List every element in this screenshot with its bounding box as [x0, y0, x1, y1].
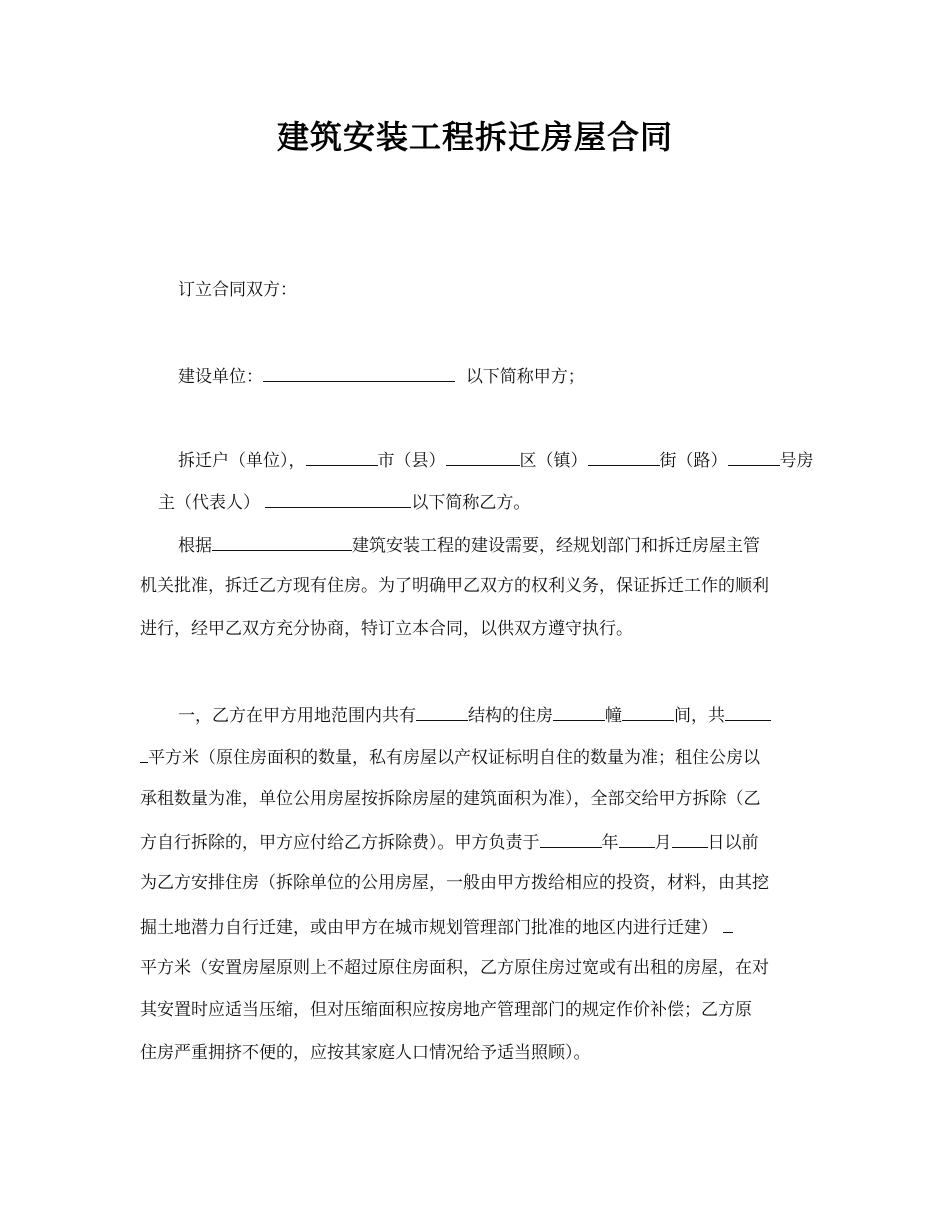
clause1-text-d: 间，共 — [674, 706, 725, 726]
party-a-line — [140, 363, 853, 389]
party-b-line-1 — [140, 447, 853, 473]
party-a-label: 建设单位： — [178, 367, 263, 387]
clause1-text-6: 掘土地潜力自行迁建，或由甲方在城市规划管理部门批准的地区内进行迁建） — [140, 918, 718, 938]
resettle-area-blank[interactable] — [723, 914, 733, 933]
district-blank[interactable] — [446, 447, 520, 466]
clause1-line-2 — [140, 744, 815, 770]
party-b-line-2 — [140, 489, 833, 515]
party-a-blank[interactable] — [263, 363, 455, 382]
clause1-year: 年 — [601, 833, 619, 853]
preamble-suffix: 建筑安装工程的建设需要，经规划部门和拆迁房屋主管 — [352, 536, 760, 556]
clause1-text-7: 平方米（安置房屋原则上不超过原住房面积，乙方原住房过宽或有出租的房屋，在对 — [140, 958, 769, 978]
clause1-day: 日以前 — [707, 833, 759, 853]
preamble-text-2: 机关批准，拆迁乙方现有住房。为了明确甲乙双方的权利义务，保证拆迁工作的顺利 — [140, 576, 769, 596]
number-blank[interactable] — [728, 447, 780, 466]
clause1-line-6 — [140, 914, 815, 940]
party-b-district: 区（镇） — [519, 451, 588, 471]
street-blank[interactable] — [588, 447, 660, 466]
clause1-text-2: 平方米（原住房面积的数量，私有房屋以产权证标明自住的数量为准；租住公房以 — [148, 748, 760, 768]
party-b-street: 街（路） — [659, 451, 728, 471]
party-b-number: 号房 — [779, 451, 814, 471]
clause1-text-a: 一，乙方在甲方用地范围内共有 — [178, 706, 416, 726]
party-a-suffix: 以下简称甲方； — [465, 367, 585, 387]
party-b-suffix: 以下简称乙方。 — [411, 493, 531, 513]
day-blank[interactable] — [672, 829, 708, 848]
preamble-text-3: 进行，经甲乙双方充分协商，特订立本合同，以供双方遵守执行。 — [140, 619, 633, 639]
clause1-line-8 — [140, 998, 815, 1022]
preamble-prefix: 根据 — [178, 536, 212, 556]
clause1-line-7 — [140, 956, 815, 980]
clause1-line-9 — [140, 1041, 815, 1065]
year-blank[interactable] — [540, 829, 602, 848]
clause1-line-4 — [140, 829, 815, 855]
clause1-text-3: 承租数量为准，单位公用房屋按拆除房屋的建筑面积为准），全部交给甲方拆除（乙 — [140, 789, 761, 809]
clause1-line-1 — [140, 702, 853, 728]
structure-blank[interactable] — [416, 702, 468, 721]
project-blank[interactable] — [212, 532, 352, 551]
party-b-city: 市（县） — [377, 451, 446, 471]
preamble-line-1 — [140, 532, 853, 558]
clause1-line-5 — [140, 871, 815, 895]
party-b-representative: 主（代表人） — [158, 493, 260, 513]
clause1-text-c: 幢 — [605, 706, 622, 726]
document-title: 建筑安装工程拆迁房屋合同 — [276, 118, 673, 156]
clause1-text-8: 其安置时应适当压缩，但对压缩面积应按房地产管理部门的规定作价补偿；乙方原 — [140, 1000, 752, 1020]
area-blank[interactable] — [725, 702, 771, 721]
parties-heading-text: 订立合同双方： — [178, 280, 297, 300]
preamble-line-3 — [140, 617, 815, 641]
clause1-text-5: 为乙方安排住房（拆除单位的公用房屋，一般由甲方拨给相应的投资，材料，由其挖 — [140, 873, 769, 893]
clause1-line-3 — [140, 787, 815, 811]
preamble-line-2 — [140, 574, 815, 598]
building-count-blank[interactable] — [553, 702, 605, 721]
area-blank-cont[interactable] — [140, 744, 148, 763]
party-b-prefix: 拆迁户（单位）， — [178, 451, 306, 471]
room-count-blank[interactable] — [622, 702, 674, 721]
clause1-text-4a: 方自行拆除的，甲方应付给乙方拆除费）。甲方负责于 — [140, 833, 540, 853]
month-blank[interactable] — [619, 829, 655, 848]
parties-heading — [140, 278, 853, 302]
city-blank[interactable] — [306, 447, 378, 466]
clause1-text-b: 结构的住房 — [468, 706, 553, 726]
representative-blank[interactable] — [265, 489, 411, 508]
clause1-text-9: 住房严重拥挤不便的，应按其家庭人口情况给予适当照顾）。 — [140, 1043, 591, 1063]
clause1-month: 月 — [654, 833, 672, 853]
